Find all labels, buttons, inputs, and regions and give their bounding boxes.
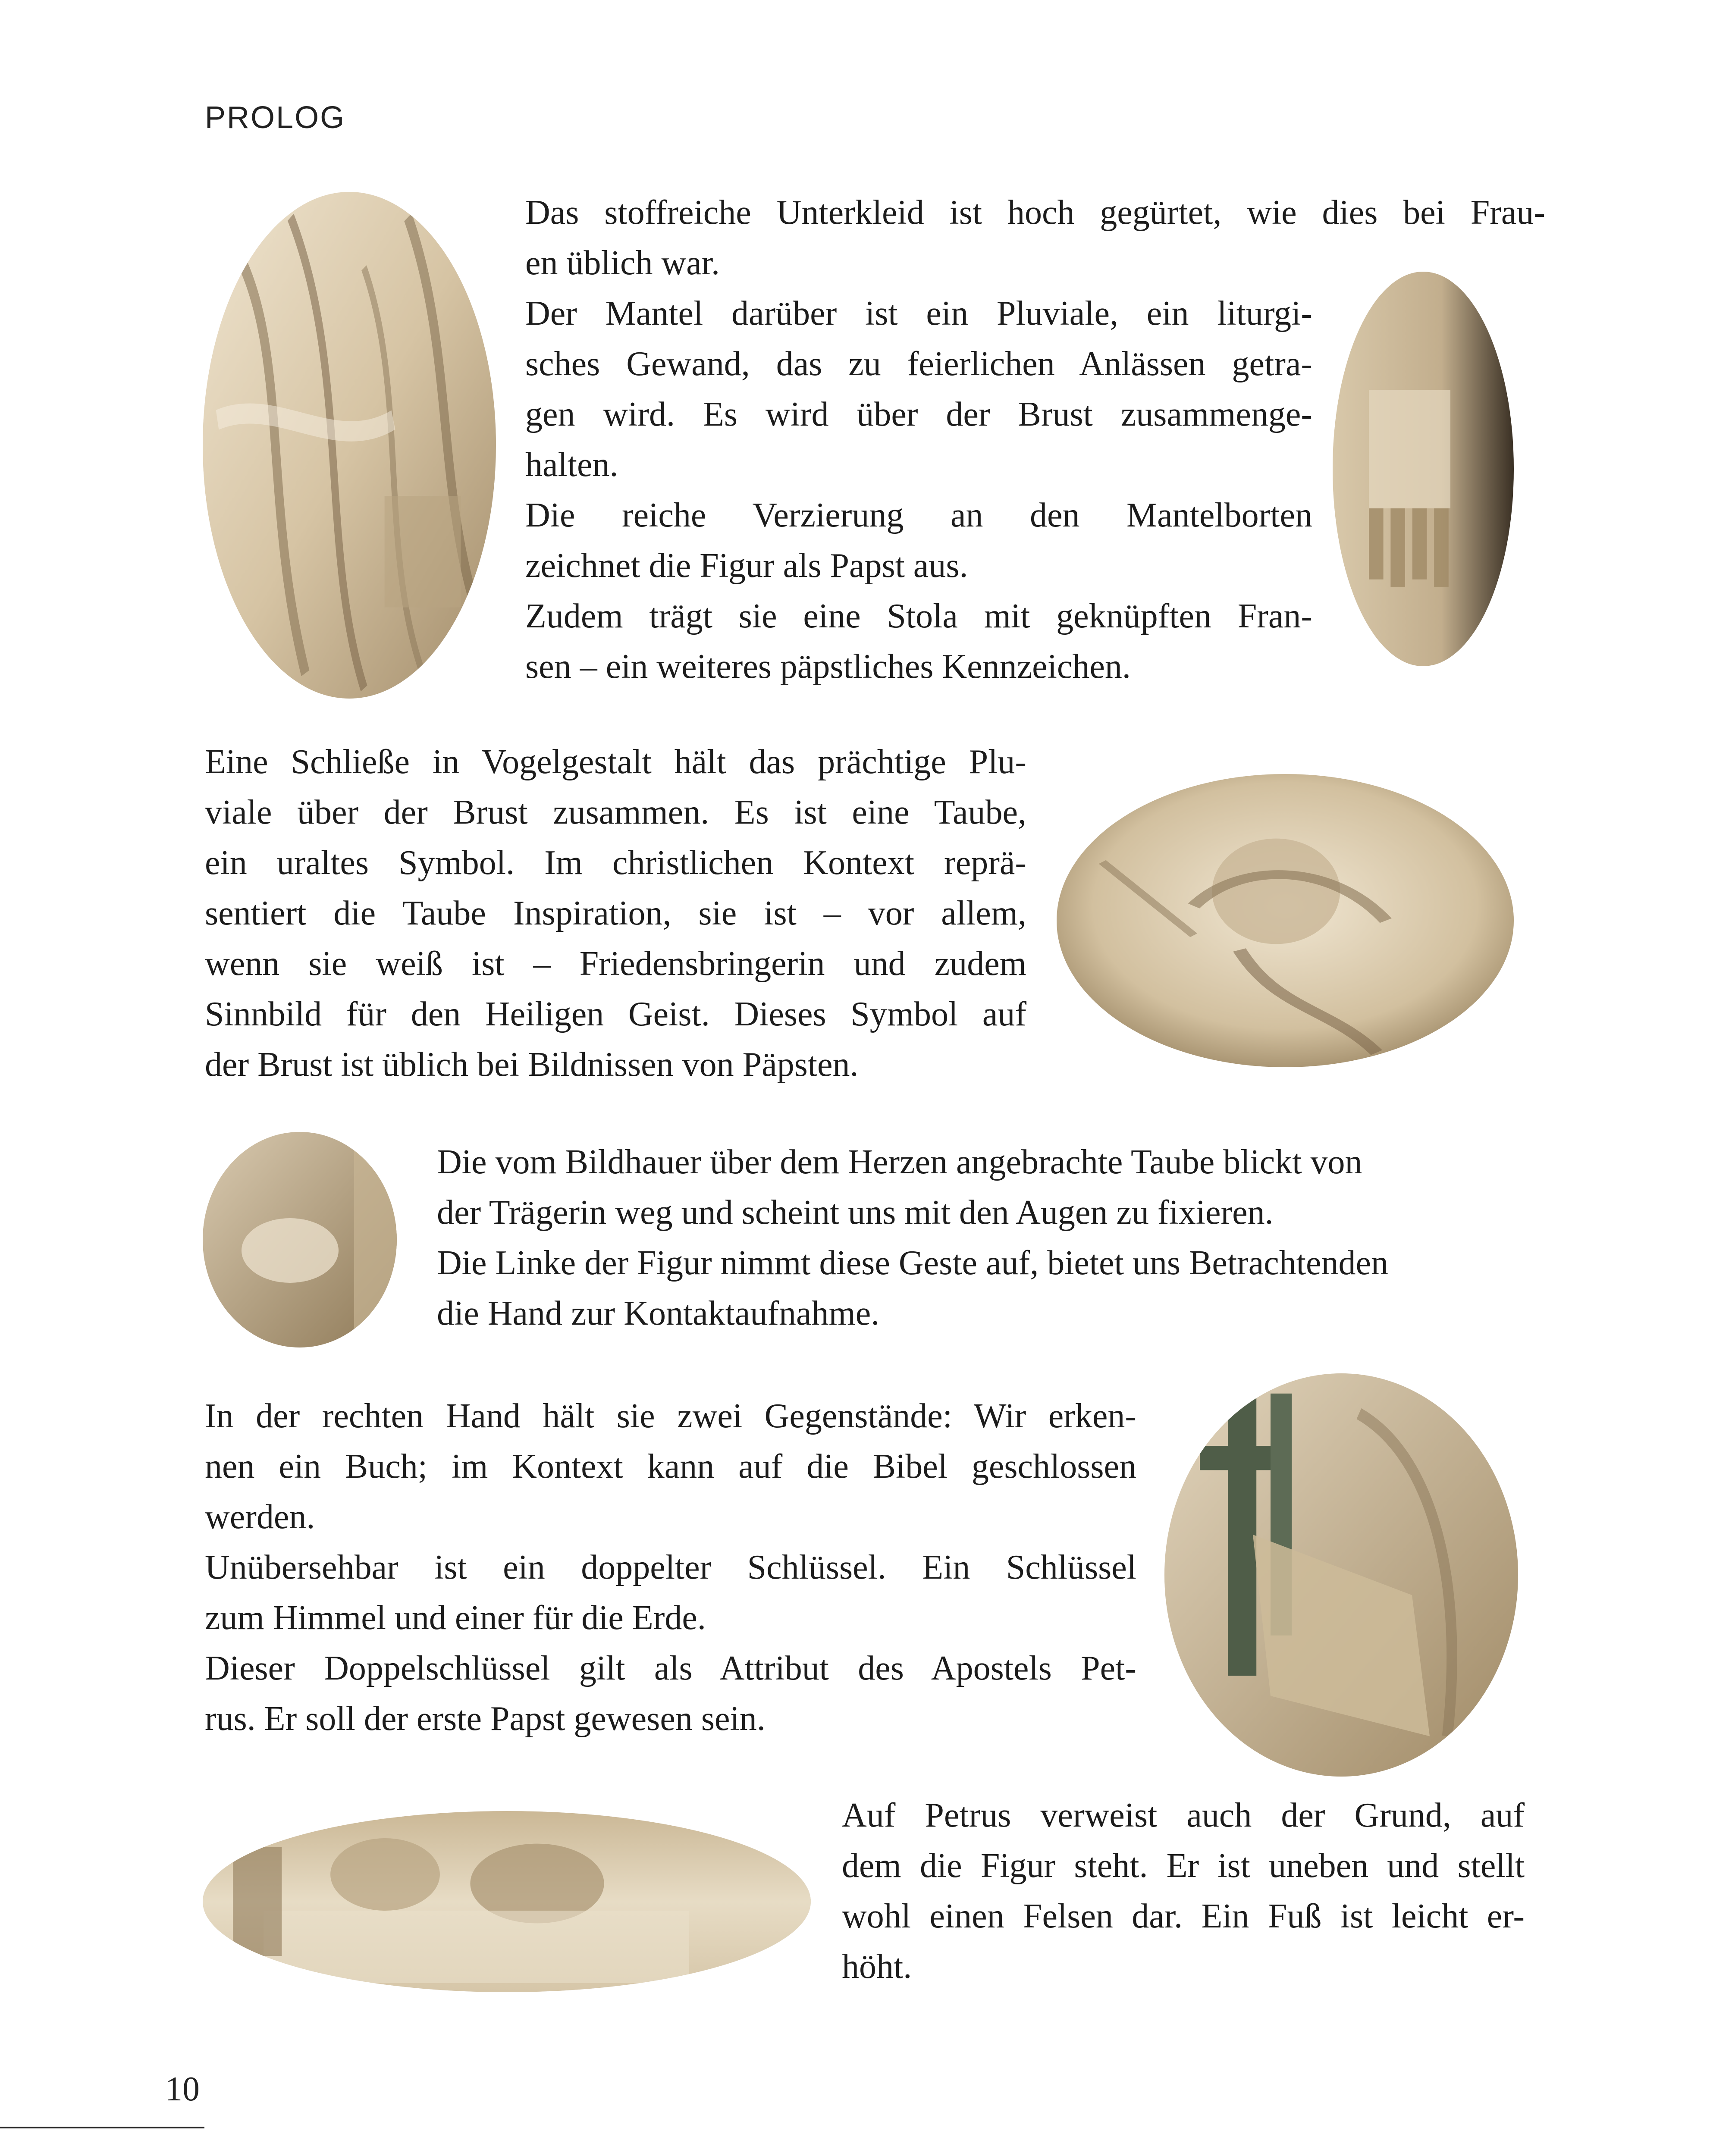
text-line: Dieser Doppelschlüssel gilt als Attribut des Apostels Pet- — [205, 1649, 1136, 1687]
text-line: Sinnbild für den Heiligen Geist. Dieses Symbol auf — [205, 995, 1026, 1033]
text-line: Zudem trägt sie eine Stola mit geknüpften Fran- — [525, 597, 1312, 635]
page-number: 10 — [165, 2070, 200, 2108]
paragraph-gesture — [437, 1137, 1541, 1339]
text-line: höht. — [842, 1948, 912, 1986]
text-line: nen ein Buch; im Kontext kann auf die Bibel geschlossen — [205, 1448, 1136, 1485]
text-line: wohl einen Felsen dar. Ein Fuß ist leicht er- — [842, 1897, 1525, 1935]
keys-and-book-photo — [1164, 1373, 1518, 1777]
text-line: Auf Petrus verweist auch der Grund, auf — [842, 1796, 1525, 1834]
text-line: der Trägerin weg und scheint uns mit den Augen zu fixieren. — [437, 1194, 1274, 1232]
text-line: Die Linke der Figur nimmt diese Geste auf, bietet uns Betrachtenden — [437, 1244, 1389, 1282]
text-line: sentiert die Taube Inspiration, sie ist – vor allem, — [205, 894, 1026, 932]
text-line: Die vom Bildhauer über dem Herzen angebrachte Taube blickt von — [437, 1143, 1362, 1181]
running-head: PROLOG — [205, 100, 346, 135]
footer-rule — [0, 2127, 204, 2128]
stole-fringes-photo — [1333, 272, 1514, 666]
text-line: Das stoffreiche Unterkleid ist hoch gegürtet, wie dies bei Frau- — [525, 194, 1545, 232]
text-line: der Brust ist üblich bei Bildnissen von Päpsten. — [205, 1046, 859, 1084]
text-line: zeichnet die Figur als Papst aus. — [525, 547, 968, 585]
text-line: en üblich war. — [525, 244, 720, 282]
text-line: ein uraltes Symbol. Im christlichen Kontext reprä- — [205, 844, 1026, 882]
text-line: viale über der Brust zusammen. Es ist eine Taube, — [205, 793, 1026, 831]
feet-on-rock-photo — [203, 1811, 811, 1992]
left-hand-photo — [203, 1132, 397, 1348]
text-line: die Hand zur Kontaktaufnahme. — [437, 1294, 880, 1332]
text-line: sen – ein weiteres päpstliches Kennzeichen. — [525, 648, 1131, 686]
text-line: werden. — [205, 1498, 315, 1536]
text-line: In der rechten Hand hält sie zwei Gegenstände: Wir erken- — [205, 1397, 1136, 1435]
paragraph-dove-clasp — [205, 737, 1026, 1090]
text-line: Der Mantel darüber ist ein Pluviale, ein liturgi- — [525, 295, 1312, 332]
paragraph-book-and-keys — [205, 1391, 1136, 1744]
text-line: halten. — [525, 446, 618, 484]
text-line: Eine Schließe in Vogelgestalt hält das prächtige Plu- — [205, 743, 1026, 781]
dove-clasp-photo — [1057, 774, 1514, 1067]
text-line: zum Himmel und einer für die Erde. — [205, 1599, 706, 1637]
text-line: dem die Figur steht. Er ist uneben und stellt — [842, 1847, 1525, 1885]
text-line: gen wird. Es wird über der Brust zusammenge- — [525, 395, 1312, 433]
robe-drapery-photo — [203, 192, 496, 699]
text-line: Unübersehbar ist ein doppelter Schlüssel. Ein Schlüssel — [205, 1548, 1136, 1586]
text-line: wenn sie weiß ist – Friedensbringerin und zudem — [205, 945, 1026, 983]
text-line: rus. Er soll der erste Papst gewesen sein. — [205, 1700, 766, 1738]
text-line: Die reiche Verzierung an den Mantelborten — [525, 496, 1312, 534]
paragraph-rock-ground — [842, 1790, 1525, 1992]
text-line: sches Gewand, das zu feierlichen Anlässen getra- — [525, 345, 1312, 383]
